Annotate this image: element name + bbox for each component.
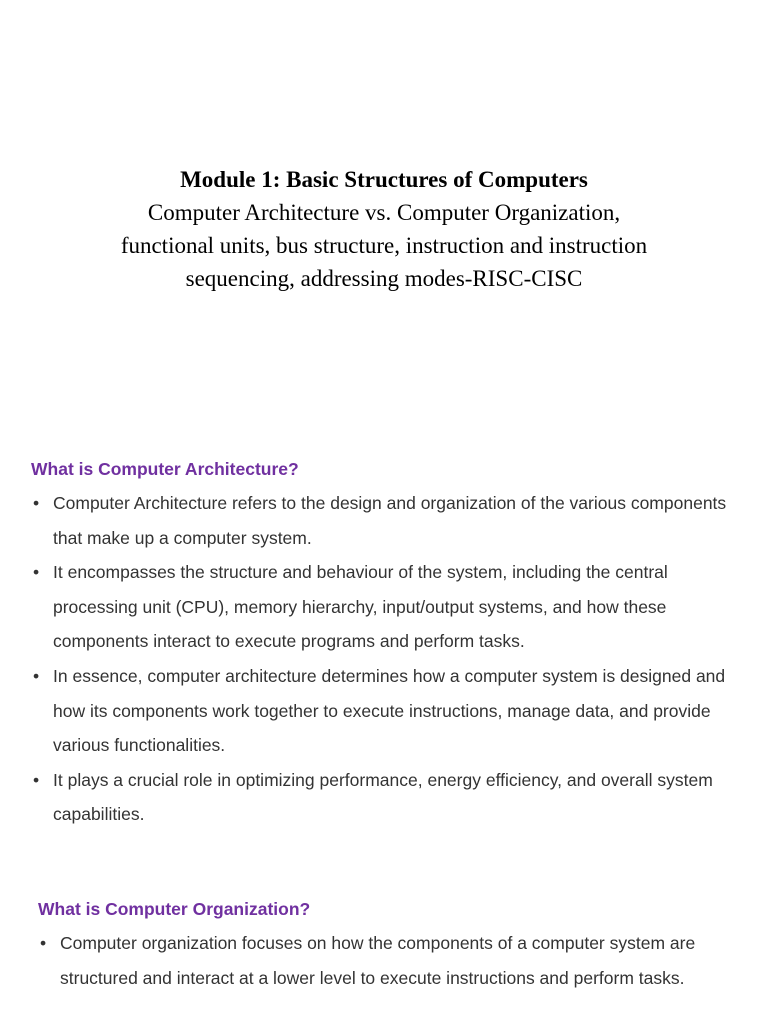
bullet-icon: •	[33, 769, 40, 790]
bullet-icon: •	[33, 562, 40, 583]
list-item	[0, 926, 768, 995]
list-item-text: It plays a crucial role in optimizing performance, energy efficiency, and overall system capabilities.	[53, 769, 713, 825]
bullet-list	[0, 486, 768, 832]
list-item-text: Computer organization focuses on how the components of a computer system are structured and interact at a lower level to execute instructions and perform tasks.	[60, 933, 696, 988]
list-item-text: In essence, computer architecture determines how a computer system is designed and how its components work together to execute instructions, manage data, and provide various functionalities.	[53, 665, 726, 756]
module-subtitle-line: Computer Architecture vs. Computer Organization,	[147, 200, 621, 225]
list-item	[0, 486, 768, 555]
module-subtitle-line: functional units, bus structure, instruction and instruction	[120, 233, 648, 258]
bullet-icon: •	[40, 933, 47, 953]
list-item	[0, 763, 768, 832]
bullet-list	[0, 926, 768, 995]
module-subtitle-line: sequencing, addressing modes-RISC-CISC	[185, 266, 583, 291]
section-heading: What is Computer Organization?	[38, 899, 311, 919]
list-item	[0, 555, 768, 659]
section-heading: What is Computer Architecture?	[31, 459, 299, 479]
section-computer-architecture	[0, 456, 768, 832]
list-item-text: It encompasses the structure and behaviour of the system, including the central processing unit (CPU), memory hierarchy, input/output systems, and how these components interact to execute programs and perform tasks.	[53, 562, 668, 652]
module-title: Module 1: Basic Structures of Computers	[180, 167, 588, 192]
list-item	[0, 659, 768, 763]
bullet-icon: •	[33, 493, 40, 513]
section-computer-organization	[0, 896, 768, 995]
bullet-icon: •	[33, 665, 40, 686]
list-item-text: Computer Architecture refers to the design and organization of the various components that make up a computer system.	[53, 493, 727, 548]
title-block	[0, 164, 768, 295]
